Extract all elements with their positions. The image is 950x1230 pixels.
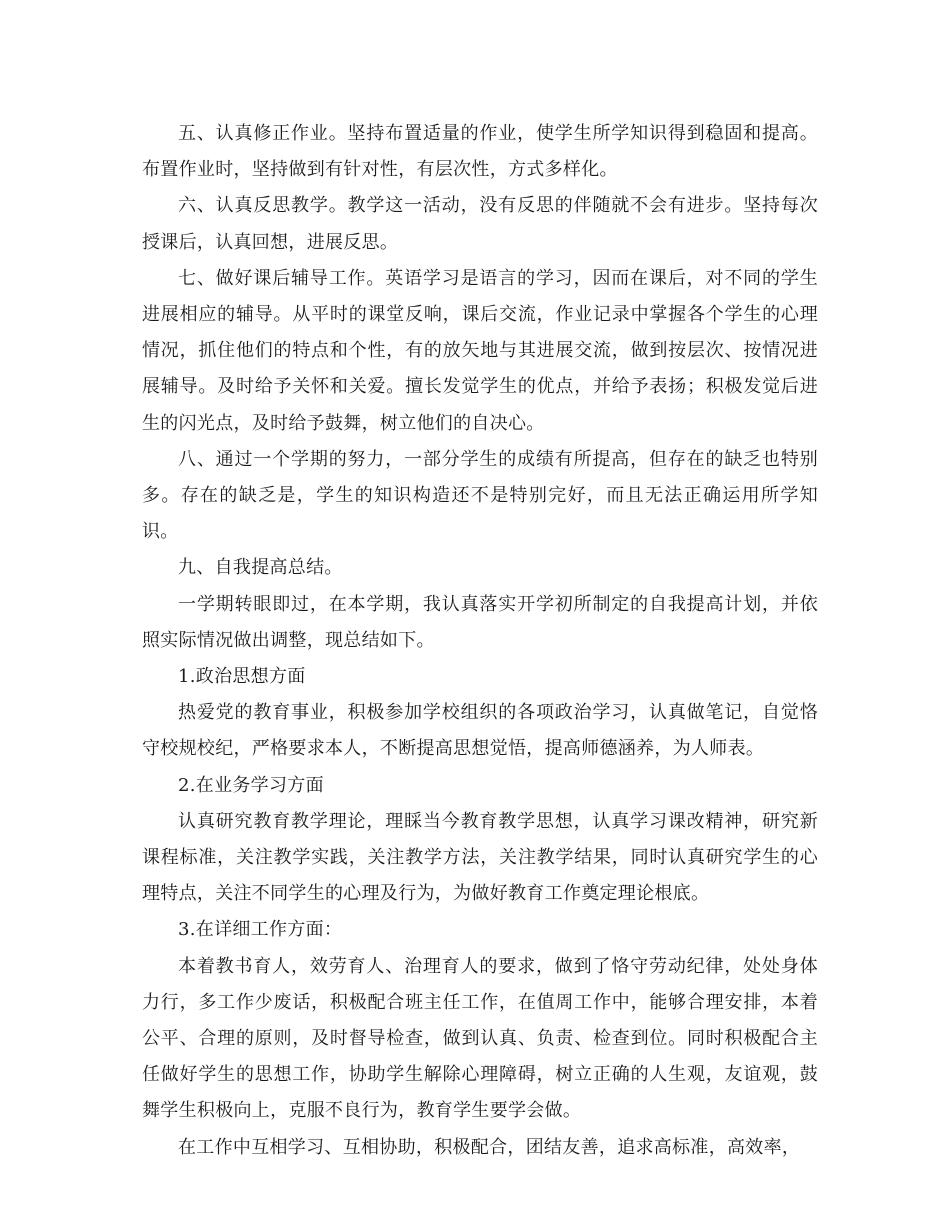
paragraph-cooperation: 在工作中互相学习、互相协助，积极配合，团结友善，追求高标准，高效率，: [178, 1136, 801, 1158]
paragraph-political: 热爱党的教育事业，积极参加学校组织的各项政治学习，认真做笔记，自觉恪守校规校纪，严格要求本人，不断提高思想觉悟，提高师德涵养，为人师表。: [142, 702, 818, 760]
paragraph-7-tutoring: 七、做好课后辅导工作。英语学习是语言的学习，因而在课后，对不同的学生进展相应的辅导。从平时的课堂反响，课后交流，作业记录中掌握各个学生的心理情况，抓住他们的特点和个性，有的放矢地与其进展交流，做到按层次、按情况进展辅导。及时给予关怀和关爱。擅长发觉学生的优点，并给予表扬；积极发觉后进生的闪光点，及时给予鼓舞，树立他们的自决心。: [142, 267, 818, 434]
subheading-study: 2.在业务学习方面: [178, 774, 324, 796]
paragraph-8-results: 八、通过一个学期的努力，一部分学生的成绩有所提高，但存在的缺乏也特别多。存在的缺乏是，学生的知识构造还不是特别完好，而且无法正确运用所学知识。: [142, 448, 818, 543]
paragraph-5-homework: 五、认真修正作业。坚持布置适量的作业，使学生所学知识得到稳固和提高。布置作业时，坚持做到有针对性，有层次性，方式多样化。: [142, 123, 818, 181]
paragraph-summary-intro: 一学期转眼即过，在本学期，我认真落实开学初所制定的自我提高计划，并依照实际情况做出调整，现总结如下。: [142, 593, 818, 651]
document-page: [142, 116, 818, 1166]
subheading-political: 1.政治思想方面: [178, 666, 306, 688]
paragraph-work: 本着教书育人，效劳育人、治理育人的要求，做到了恪守劳动纪律，处处身体力行，多工作少废话，积极配合班主任工作，在值周工作中，能够合理安排，本着公平、合理的原则，及时督导检查，做到认真、负责、检查到位。同时积极配合主任做好学生的思想工作，协助学生解除心理障碍，树立正确的人生观，友谊观，鼓舞学生积极向上，克服不良行为，教育学生要学会做。: [142, 955, 818, 1122]
paragraph-study: 认真研究教育教学理论，理睬当今教育教学思想，认真学习课改精神，研究新课程标准，关注教学实践，关注教学方法，关注教学结果，同时认真研究学生的心理特点，关注不同学生的心理及行为，为做好教育工作奠定理论根底。: [142, 810, 818, 905]
section-9-heading: 九、自我提高总结。: [178, 557, 343, 579]
subheading-work: 3.在详细工作方面：: [178, 919, 343, 941]
paragraph-6-reflection: 六、认真反思教学。教学这一活动，没有反思的伴随就不会有进步。坚持每次授课后，认真回想，进展反思。: [142, 195, 818, 253]
